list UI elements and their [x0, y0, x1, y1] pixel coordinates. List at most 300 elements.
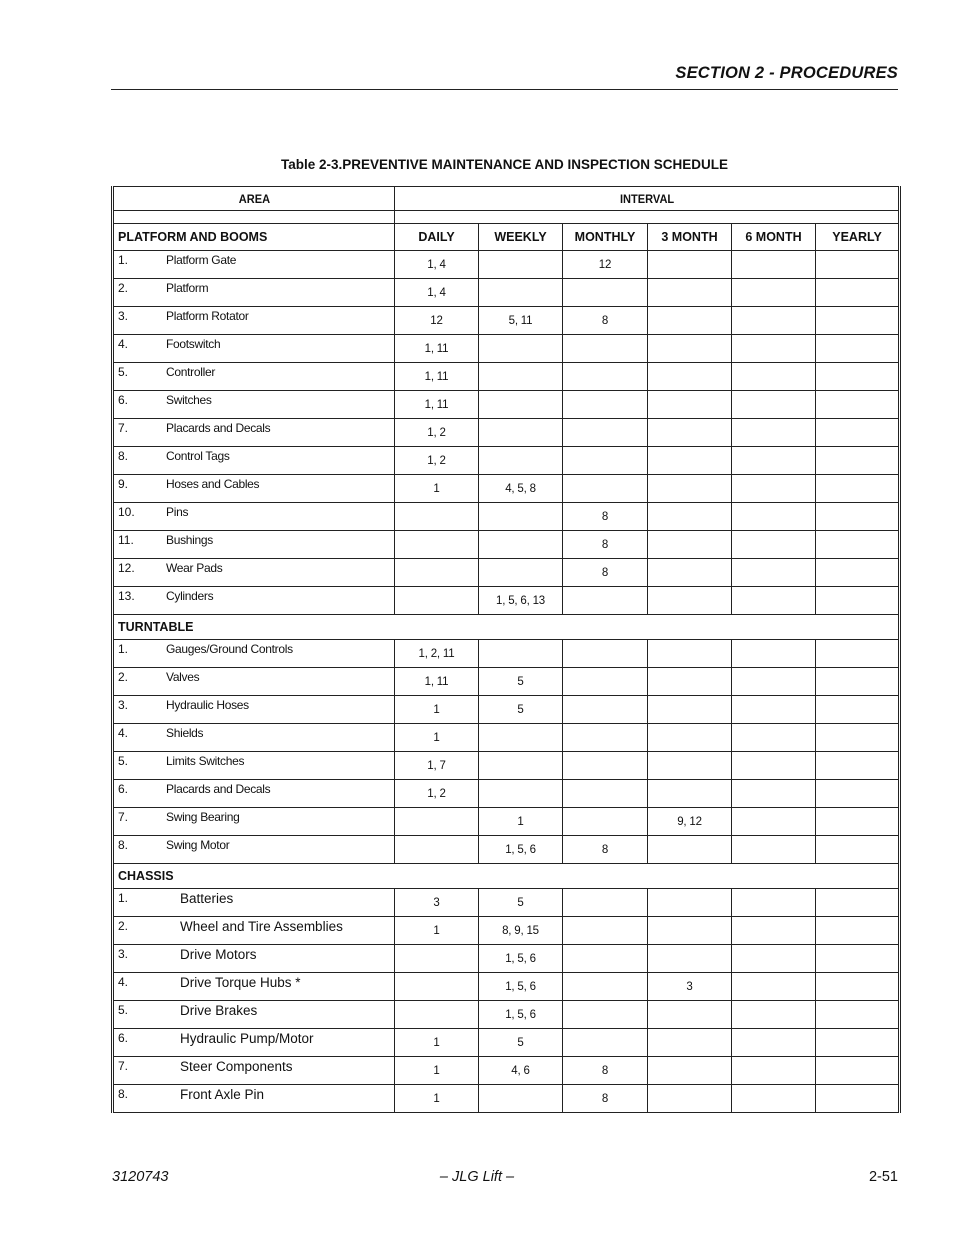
interval-value: [816, 531, 898, 539]
interval-value: [479, 503, 562, 511]
interval-value: 1, 5, 6: [505, 1009, 536, 1021]
interval-value: [732, 279, 815, 287]
interval-value: [732, 251, 815, 259]
item-label: Platform: [166, 281, 209, 295]
interval-cell: [479, 640, 563, 668]
item-number: 4.: [118, 337, 129, 351]
interval-value: [732, 724, 815, 732]
interval-cell: [563, 640, 648, 668]
interval-cell: [732, 335, 816, 363]
item-number: 1.: [118, 642, 129, 656]
interval-value: [563, 668, 647, 676]
interval-value: [563, 640, 647, 648]
interval-cell: [648, 559, 732, 587]
interval-value: 8, 9, 15: [502, 925, 539, 937]
interval-value: 8: [601, 1065, 609, 1077]
interval-value: [816, 503, 898, 511]
interval-cell: [479, 503, 563, 531]
interval-value: [479, 391, 562, 399]
header-spacer: [113, 211, 395, 224]
interval-value: [732, 1057, 815, 1065]
item-label: Batteries: [180, 891, 234, 906]
interval-value: [648, 696, 731, 704]
interval-value: [395, 587, 478, 595]
interval-cell: [732, 503, 816, 531]
interval-value: [648, 724, 731, 732]
interval-cell: [648, 945, 732, 973]
interval-cell: [563, 780, 648, 808]
item-number: 1.: [118, 891, 129, 905]
item-number: 4.: [118, 975, 129, 989]
interval-cell: [648, 668, 732, 696]
interval-value: [395, 503, 478, 511]
interval-cell: [816, 279, 900, 307]
interval-cell: [732, 973, 816, 1001]
interval-value: [732, 640, 815, 648]
interval-cell: [732, 531, 816, 559]
item-number: 2.: [118, 281, 129, 295]
interval-cell: [732, 808, 816, 836]
item-label: Shields: [166, 726, 204, 740]
interval-value: [563, 363, 647, 371]
item-label: Cylinders: [166, 589, 214, 603]
interval-value: [816, 1085, 898, 1093]
interval-cell: [648, 419, 732, 447]
table-row: [113, 1085, 900, 1113]
interval-cell: [395, 363, 479, 391]
interval-value: [648, 1085, 731, 1093]
area-cell: [113, 780, 395, 808]
interval-value: 1, 11: [424, 676, 449, 688]
interval-value: 5: [517, 704, 524, 716]
table-row: [113, 668, 900, 696]
interval-value: [479, 780, 562, 788]
section-header-row: [113, 224, 900, 251]
interval-value: [563, 945, 647, 953]
item-number: 6.: [118, 782, 129, 796]
interval-cell: [479, 559, 563, 587]
item-number: 7.: [118, 810, 129, 824]
item-label: Pins: [166, 505, 189, 519]
interval-cell: [816, 419, 900, 447]
interval-value: [816, 419, 898, 427]
interval-cell: [395, 1085, 479, 1113]
interval-value: [816, 640, 898, 648]
interval-cell: [816, 251, 900, 279]
item-label: Platform Gate: [166, 253, 237, 267]
interval-cell: [732, 587, 816, 615]
interval-cell: [479, 724, 563, 752]
interval-value: 8: [601, 539, 609, 551]
interval-value: 1: [433, 1093, 440, 1105]
interval-value: [816, 391, 898, 399]
interval-cell: [648, 447, 732, 475]
table-row: [113, 391, 900, 419]
interval-cell: [816, 335, 900, 363]
item-label: Wheel and Tire Assemblies: [180, 919, 343, 934]
interval-cell: [563, 668, 648, 696]
interval-value: [816, 1001, 898, 1009]
interval-value: [816, 836, 898, 844]
interval-value: 8: [601, 567, 609, 579]
area-cell: [113, 752, 395, 780]
interval-cell: [395, 917, 479, 945]
item-number: 11.: [118, 533, 134, 547]
interval-cell: [816, 1085, 900, 1113]
column-header: MONTHLY: [563, 224, 648, 251]
table-row: [113, 724, 900, 752]
interval-value: [563, 279, 647, 287]
interval-value: [563, 808, 647, 816]
interval-value: [816, 307, 898, 315]
interval-value: 4, 6: [511, 1065, 530, 1077]
interval-cell: [479, 696, 563, 724]
interval-value: [816, 917, 898, 925]
interval-value: 3: [686, 981, 693, 993]
interval-cell: [816, 780, 900, 808]
interval-value: 1: [433, 1037, 440, 1049]
interval-cell: [563, 724, 648, 752]
table-row: [113, 587, 900, 615]
interval-value: [732, 363, 815, 371]
interval-value: [563, 419, 647, 427]
item-number: 8.: [118, 1087, 129, 1101]
interval-value: [479, 363, 562, 371]
interval-value: 5, 11: [508, 315, 533, 327]
interval-value: [648, 780, 731, 788]
interval-cell: [648, 251, 732, 279]
interval-value: [816, 696, 898, 704]
interval-cell: [563, 363, 648, 391]
interval-value: [648, 363, 731, 371]
item-label: Wear Pads: [166, 561, 223, 575]
interval-cell: [479, 363, 563, 391]
interval-value: 8: [601, 315, 609, 327]
interval-cell: [395, 668, 479, 696]
interval-value: [479, 279, 562, 287]
interval-cell: [732, 752, 816, 780]
interval-cell: [816, 447, 900, 475]
section-header-row: [113, 615, 900, 640]
section-title: CHASSIS: [113, 864, 900, 889]
interval-value: 1, 4: [427, 259, 446, 271]
interval-cell: [732, 279, 816, 307]
interval-value: 1, 2: [427, 788, 446, 800]
interval-cell: [648, 1029, 732, 1057]
interval-value: [563, 724, 647, 732]
interval-cell: [732, 836, 816, 864]
interval-cell: [563, 587, 648, 615]
item-number: 7.: [118, 421, 129, 435]
table-row: [113, 945, 900, 973]
interval-value: [648, 1001, 731, 1009]
item-label: Gauges/Ground Controls: [166, 642, 293, 656]
table-row: [113, 531, 900, 559]
area-cell: [113, 696, 395, 724]
interval-value: [563, 1029, 647, 1037]
interval-cell: [563, 945, 648, 973]
interval-cell: [816, 559, 900, 587]
interval-value: [816, 752, 898, 760]
interval-cell: [648, 279, 732, 307]
interval-cell: [395, 503, 479, 531]
item-label: Bushings: [166, 533, 213, 547]
interval-value: 1, 5, 6, 13: [496, 595, 545, 607]
interval-value: [816, 668, 898, 676]
interval-value: [732, 696, 815, 704]
interval-value: [479, 752, 562, 760]
interval-value: [563, 752, 647, 760]
interval-cell: [648, 808, 732, 836]
interval-cell: [732, 1001, 816, 1029]
item-label: Drive Motors: [180, 947, 257, 962]
interval-value: 1: [433, 704, 440, 716]
interval-value: [816, 475, 898, 483]
page-number: 2-51: [868, 1169, 898, 1185]
item-number: 12.: [118, 561, 135, 575]
interval-value: 12: [430, 315, 443, 327]
interval-cell: [563, 889, 648, 917]
area-cell: [113, 1001, 395, 1029]
interval-cell: [732, 419, 816, 447]
item-label: Front Axle Pin: [180, 1087, 265, 1102]
table-row: [113, 419, 900, 447]
interval-cell: [816, 917, 900, 945]
interval-cell: [479, 752, 563, 780]
interval-value: [648, 889, 731, 897]
interval-cell: [732, 1057, 816, 1085]
interval-cell: [816, 503, 900, 531]
interval-value: [479, 531, 562, 539]
interval-value: 9, 12: [677, 816, 702, 828]
interval-cell: [479, 531, 563, 559]
item-number: 3.: [118, 309, 129, 323]
interval-cell: [395, 1029, 479, 1057]
interval-cell: [395, 587, 479, 615]
area-cell: [113, 1085, 395, 1113]
interval-value: [395, 945, 478, 953]
interval-cell: [563, 447, 648, 475]
interval-cell: [563, 503, 648, 531]
interval-cell: [648, 752, 732, 780]
interval-cell: [479, 1085, 563, 1113]
interval-value: [732, 889, 815, 897]
interval-cell: [479, 419, 563, 447]
interval-cell: [732, 1085, 816, 1113]
table-row: [113, 973, 900, 1001]
interval-value: [816, 335, 898, 343]
interval-cell: [479, 587, 563, 615]
interval-cell: [395, 752, 479, 780]
interval-cell: [732, 391, 816, 419]
interval-cell: [816, 808, 900, 836]
interval-value: [732, 945, 815, 953]
interval-value: 1, 5, 6: [505, 981, 536, 993]
item-number: 5.: [118, 754, 129, 768]
interval-cell: [732, 363, 816, 391]
interval-value: [816, 973, 898, 981]
interval-value: 4, 5, 8: [505, 483, 536, 495]
interval-value: 1: [517, 816, 524, 828]
interval-cell: [732, 780, 816, 808]
interval-value: [732, 587, 815, 595]
interval-cell: [732, 559, 816, 587]
interval-cell: [732, 307, 816, 335]
interval-cell: [816, 475, 900, 503]
interval-cell: [479, 1001, 563, 1029]
interval-cell: [648, 724, 732, 752]
interval-cell: [479, 1029, 563, 1057]
item-label: Switches: [166, 393, 212, 407]
interval-value: [479, 419, 562, 427]
interval-value: [816, 1029, 898, 1037]
interval-value: [648, 917, 731, 925]
interval-value: 1, 2, 11: [418, 648, 455, 660]
section-header-row: [113, 864, 900, 889]
interval-value: 8: [601, 511, 609, 523]
area-cell: [113, 808, 395, 836]
interval-cell: [563, 475, 648, 503]
interval-cell: [395, 945, 479, 973]
interval-value: [648, 279, 731, 287]
interval-value: [816, 251, 898, 259]
interval-value: [732, 836, 815, 844]
interval-cell: [732, 640, 816, 668]
interval-value: [648, 503, 731, 511]
interval-value: [648, 1029, 731, 1037]
interval-cell: [563, 1085, 648, 1113]
interval-value: 1, 11: [424, 399, 449, 411]
item-label: Drive Torque Hubs *: [180, 975, 301, 990]
interval-cell: [563, 251, 648, 279]
item-number: 2.: [118, 670, 129, 684]
interval-cell: [648, 780, 732, 808]
interval-cell: [479, 917, 563, 945]
interval-value: [648, 836, 731, 844]
interval-value: [732, 559, 815, 567]
interval-cell: [648, 836, 732, 864]
interval-value: [648, 335, 731, 343]
interval-cell: [395, 251, 479, 279]
interval-value: [479, 335, 562, 343]
interval-cell: [395, 724, 479, 752]
interval-cell: [563, 1029, 648, 1057]
interval-value: 1: [433, 925, 440, 937]
item-number: 6.: [118, 393, 129, 407]
interval-cell: [563, 808, 648, 836]
interval-value: 3: [433, 897, 440, 909]
area-cell: [113, 251, 395, 279]
interval-cell: [479, 889, 563, 917]
area-cell: [113, 559, 395, 587]
interval-cell: [563, 307, 648, 335]
area-cell: [113, 307, 395, 335]
table-row: [113, 752, 900, 780]
interval-value: 1, 5, 6: [505, 844, 536, 856]
table-caption: Table 2-3.PREVENTIVE MAINTENANCE AND INSPECTION SCHEDULE: [280, 157, 729, 172]
interval-value: [816, 780, 898, 788]
interval-value: [395, 836, 478, 844]
interval-value: [732, 1001, 815, 1009]
area-cell: [113, 587, 395, 615]
item-label: Swing Bearing: [166, 810, 240, 824]
interval-cell: [648, 1085, 732, 1113]
interval-value: [479, 559, 562, 567]
interval-cell: [648, 1057, 732, 1085]
table-row: [113, 279, 900, 307]
table-row: [113, 917, 900, 945]
column-header: WEEKLY: [479, 224, 563, 251]
table-row: [113, 889, 900, 917]
interval-cell: [816, 973, 900, 1001]
interval-cell: [816, 1057, 900, 1085]
interval-header: INTERVAL: [415, 187, 880, 211]
interval-value: [648, 419, 731, 427]
interval-cell: [816, 1001, 900, 1029]
interval-cell: [816, 363, 900, 391]
interval-value: [732, 475, 815, 483]
area-cell: [113, 889, 395, 917]
interval-value: 1: [433, 732, 440, 744]
interval-cell: [648, 917, 732, 945]
interval-cell: [816, 640, 900, 668]
interval-cell: [648, 696, 732, 724]
header-spacer: [395, 211, 900, 224]
interval-value: [816, 724, 898, 732]
interval-cell: [479, 447, 563, 475]
interval-value: [648, 640, 731, 648]
interval-value: [732, 447, 815, 455]
interval-value: [732, 419, 815, 427]
interval-cell: [395, 889, 479, 917]
interval-cell: [479, 279, 563, 307]
interval-value: [563, 447, 647, 455]
interval-cell: [732, 889, 816, 917]
interval-cell: [648, 503, 732, 531]
interval-cell: [732, 724, 816, 752]
area-cell: [113, 531, 395, 559]
interval-value: 5: [517, 897, 524, 909]
interval-value: [732, 668, 815, 676]
area-cell: [113, 279, 395, 307]
interval-cell: [563, 917, 648, 945]
interval-value: [648, 391, 731, 399]
interval-value: [732, 531, 815, 539]
interval-value: [395, 559, 478, 567]
interval-cell: [479, 973, 563, 1001]
interval-value: [648, 447, 731, 455]
interval-cell: [395, 475, 479, 503]
item-label: Platform Rotator: [166, 309, 249, 323]
table-row: [113, 640, 900, 668]
section-title: SECTION 2 - PROCEDURES: [675, 64, 898, 82]
interval-value: [563, 973, 647, 981]
interval-value: [732, 917, 815, 925]
interval-cell: [395, 973, 479, 1001]
area-cell: [113, 1029, 395, 1057]
interval-cell: [816, 1029, 900, 1057]
interval-cell: [479, 668, 563, 696]
interval-value: [648, 475, 731, 483]
interval-cell: [563, 836, 648, 864]
item-label: Hydraulic Pump/Motor: [180, 1031, 314, 1046]
area-cell: [113, 447, 395, 475]
interval-cell: [479, 945, 563, 973]
interval-value: [479, 447, 562, 455]
interval-value: [816, 1057, 898, 1065]
area-cell: [113, 836, 395, 864]
interval-cell: [648, 391, 732, 419]
